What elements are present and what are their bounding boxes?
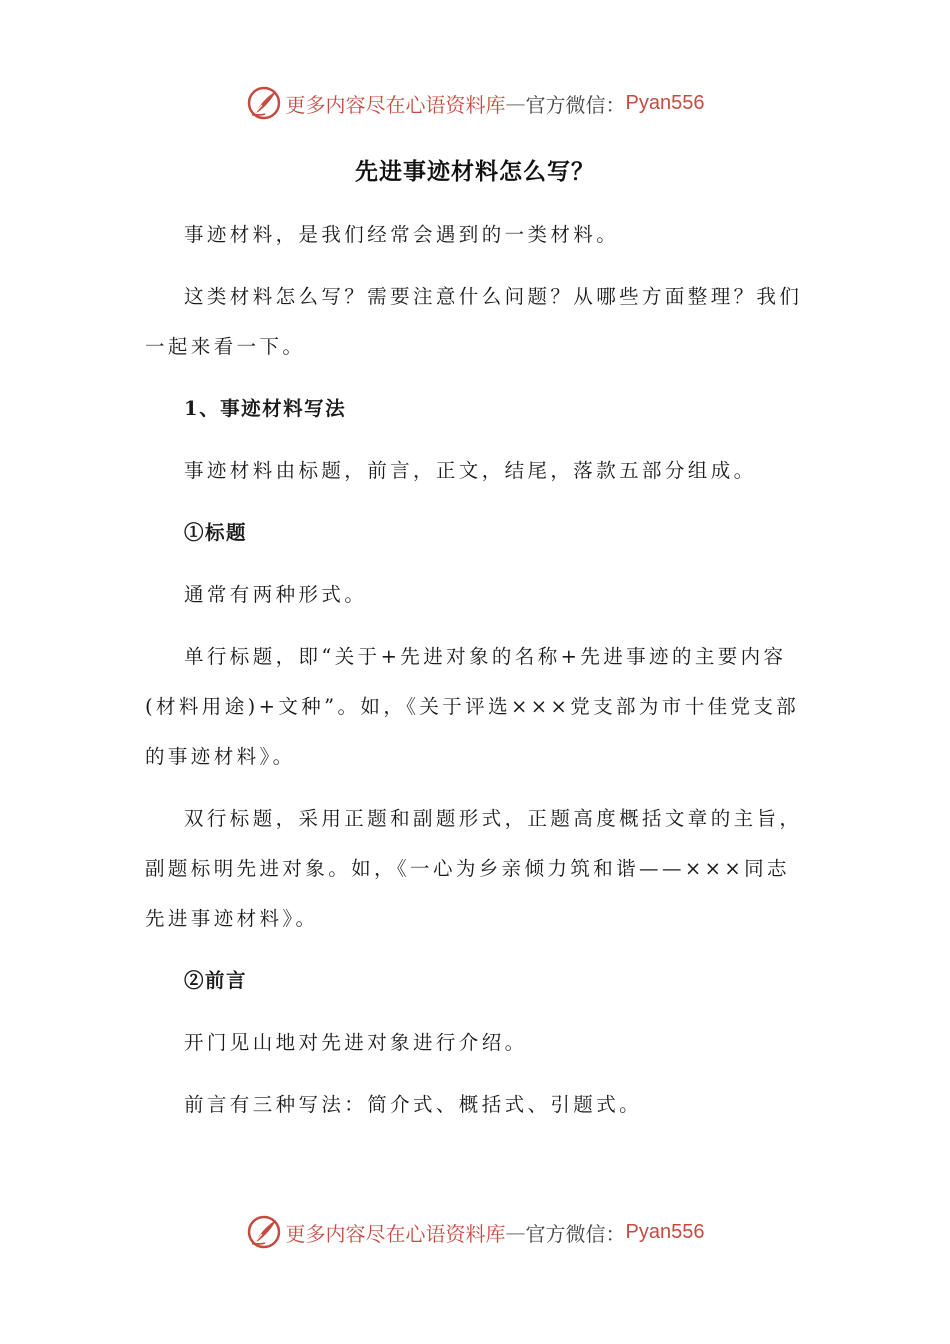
quill-pen-logo-icon	[246, 1214, 282, 1250]
quill-pen-logo-icon	[246, 85, 282, 121]
body-paragraph: 事迹材料由标题，前言，正文，结尾，落款五部分组成。	[184, 459, 757, 482]
banner-separator: —	[505, 91, 526, 115]
banner-wechat-label: 官方微信：	[525, 1221, 626, 1246]
subsection-heading: ①标题	[184, 521, 248, 544]
body-paragraph: 单行标题，即“关于+先进对象的名称+先进事迹的主要内容(材料用途)+文种”。如，《关于评选×××党支部为市十佳党支部的事迹材料》。	[145, 645, 800, 768]
banner-wechat-id: Pyan556	[625, 1220, 705, 1243]
document-title: 先进事迹材料怎么写？	[355, 158, 595, 185]
body-paragraph: 前言有三种写法：简介式、概括式、引题式。	[184, 1093, 643, 1116]
footer-banner	[0, 1210, 950, 1254]
body-paragraph: 通常有两种形式。	[184, 583, 368, 606]
subsection-heading: ②前言	[184, 969, 248, 992]
banner-brand-text: 更多内容尽在心语资料库	[285, 92, 506, 117]
body-paragraph: 双行标题，采用正题和副题形式，正题高度概括文章的主旨，副题标明先进对象。如，《一心为乡亲倾力筑和谐——×××同志先进事迹材料》。	[145, 807, 803, 930]
banner-brand-text: 更多内容尽在心语资料库	[285, 1221, 506, 1246]
banner-separator: —	[505, 1220, 526, 1244]
header-banner	[0, 81, 950, 125]
banner-wechat-id: Pyan556	[625, 91, 705, 114]
body-paragraph: 这类材料怎么写？需要注意什么问题？从哪些方面整理？我们一起来看一下。	[145, 285, 803, 358]
body-paragraph: 开门见山地对先进对象进行介绍。	[184, 1031, 528, 1054]
body-paragraph: 事迹材料，是我们经常会遇到的一类材料。	[184, 223, 620, 246]
section-heading: 1、事迹材料写法	[184, 397, 347, 420]
banner-wechat-label: 官方微信：	[525, 92, 626, 117]
document-body	[145, 210, 810, 1142]
